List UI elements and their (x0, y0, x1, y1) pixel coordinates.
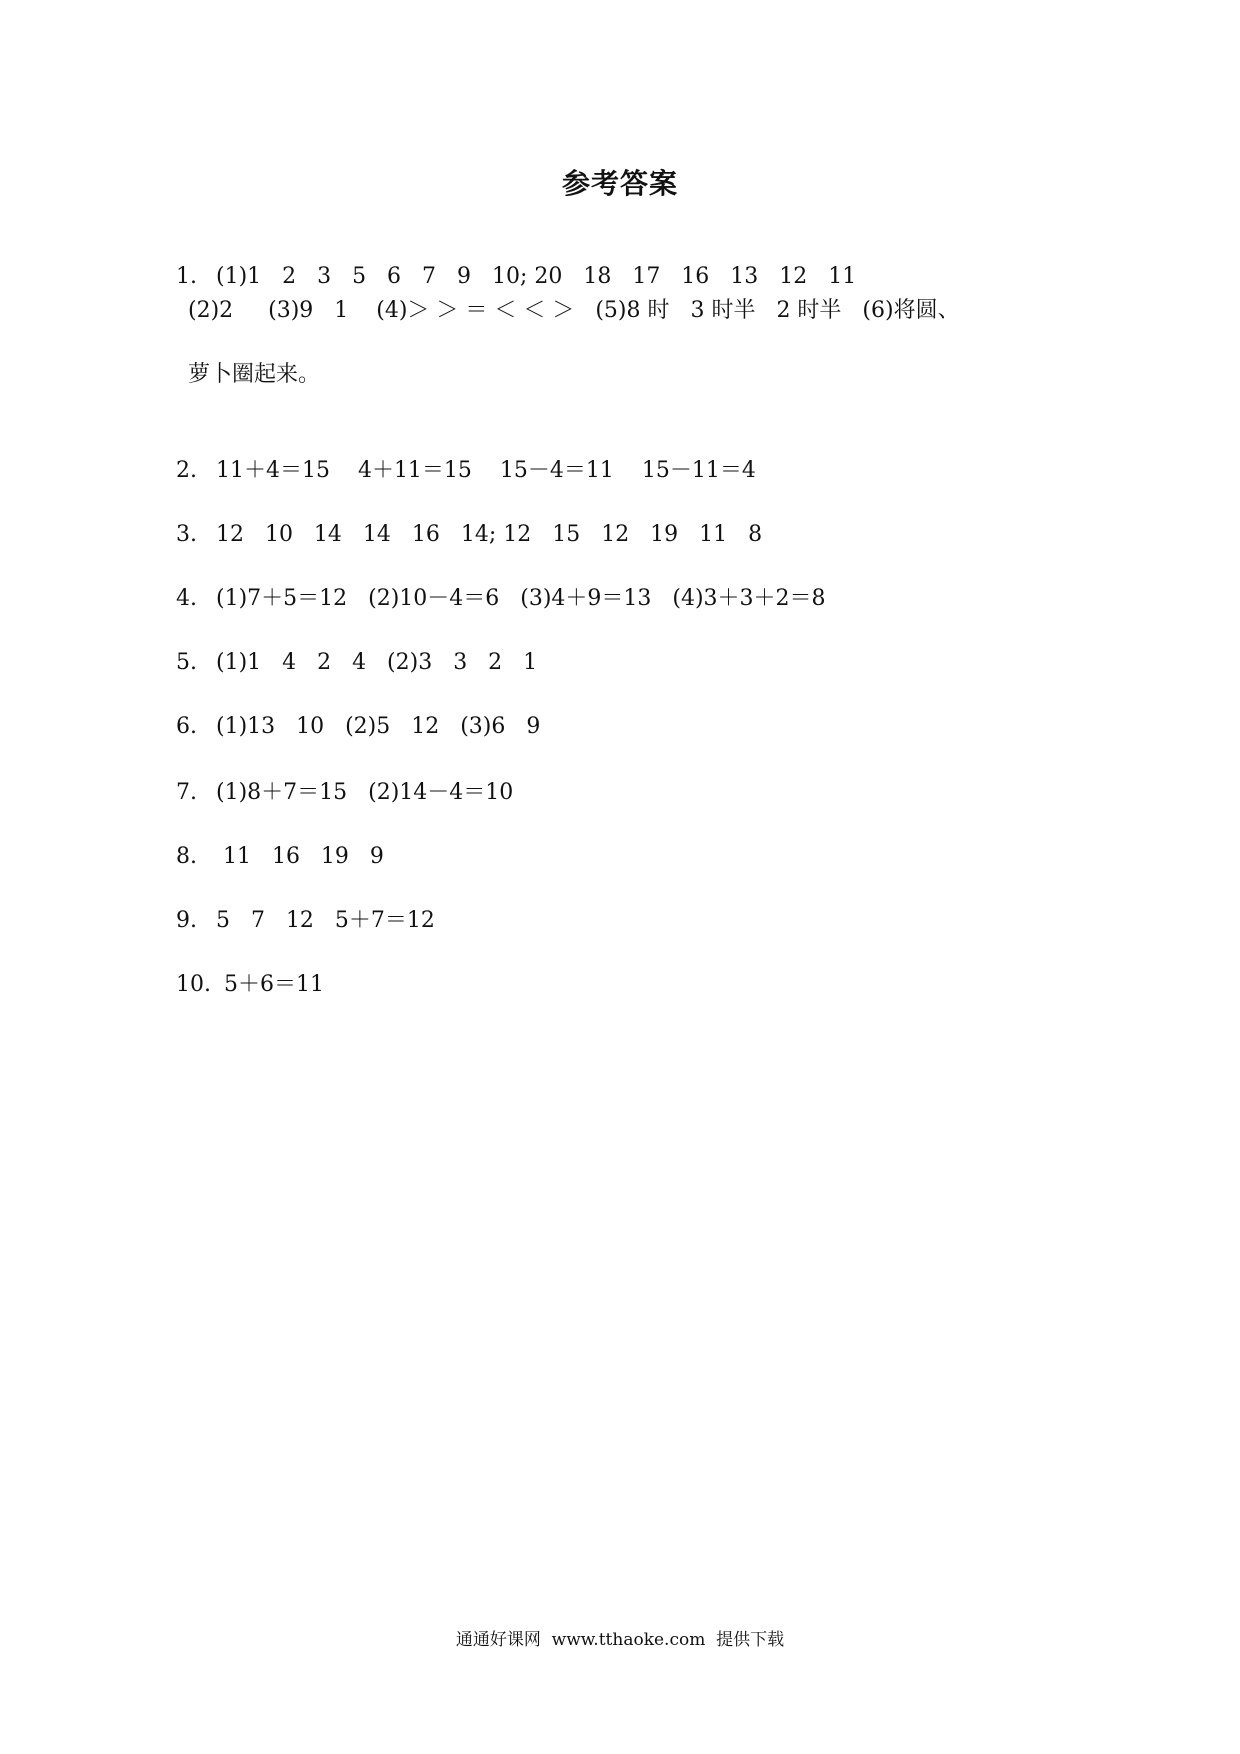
answer-text: (1)8＋7＝15 (2)14－4＝10 (215, 780, 514, 805)
answer-number: 6. (175, 714, 197, 739)
answer-number: 10. (175, 972, 211, 997)
answer-number: 1. (175, 264, 197, 289)
answer-text: (1)1 2 3 5 6 7 9 10; 20 18 17 16 13 12 11 (215, 264, 857, 289)
answer-1-line-3: 萝卜圈起来。 (188, 362, 321, 387)
answer-text: (1)13 10 (2)5 12 (3)6 9 (215, 714, 541, 739)
answer-number: 5. (175, 650, 197, 675)
answer-number: 3. (175, 522, 197, 547)
page-title: 参考答案 (561, 167, 678, 200)
answer-number: 7. (175, 780, 197, 805)
answer-number: 9. (175, 908, 197, 933)
answer-number: 8. (175, 844, 197, 869)
answer-text: 11 16 19 9 (215, 844, 384, 869)
answer-text: (1)1 4 2 4 (2)3 3 2 1 (215, 650, 538, 675)
answer-number: 4. (175, 586, 197, 611)
answer-10 (148, 940, 324, 1030)
page-footer: 通通好课网 www.tthaoke.com 提供下载 (455, 1630, 785, 1650)
answer-text: (1)7＋5＝12 (2)10－4＝6 (3)4＋9＝13 (4)3＋3＋2＝8 (215, 586, 826, 611)
answer-text: 5 7 12 5＋7＝12 (215, 908, 435, 933)
answer-number: 2. (175, 458, 197, 483)
answer-1-line-2: (2)2 (3)9 1 (4)＞ ＞ ＝ ＜ ＜ ＞ (5)8 时 3 时半 2 时半 (6)将圆、 (188, 298, 960, 323)
answer-text: 5＋6＝11 (223, 972, 324, 997)
answer-text: 11＋4＝15 4＋11＝15 15－4＝11 15－11＝4 (215, 458, 756, 483)
answer-text: 12 10 14 14 16 14; 12 15 12 19 11 8 (215, 522, 763, 547)
